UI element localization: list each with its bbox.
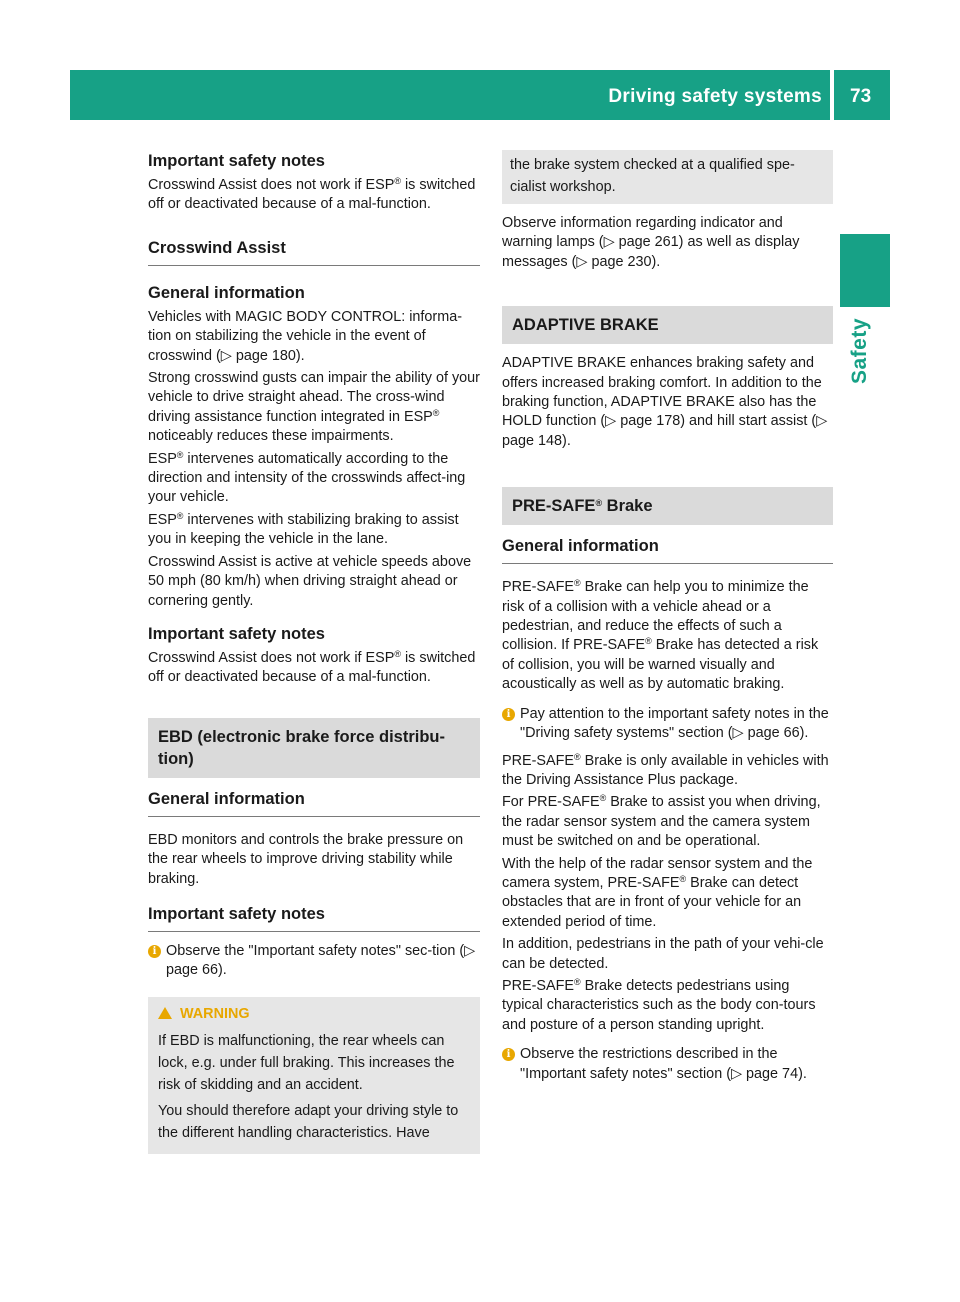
paragraph: Observe information regarding indicator and warning lamps (▷ page 261) as well as display messages (▷ page 230). <box>502 215 800 270</box>
warning-continuation-box <box>502 150 833 204</box>
paragraph: EBD monitors and controls the brake pressure on the rear wheels to improve driving stability while braking. <box>148 831 464 887</box>
warning-text: the brake system checked at a qualified spe-cialist workshop. <box>510 157 795 195</box>
paragraph: Vehicles with MAGIC BODY CONTROL: informa-tion on stabilizing the vehicle in the event of crosswind (▷ page 180). <box>148 308 463 364</box>
info-text: Observe the "Important safety notes" sec-tion (▷ page 66). <box>166 942 476 979</box>
left-column <box>148 150 480 1154</box>
section-heading: Crosswind Assist <box>148 237 480 266</box>
warning-text: If EBD is malfunctioning, the rear wheels can lock, e.g. under full braking. This increases the risk of skidding and an accident. <box>158 1033 455 1094</box>
info-text: Observe the restrictions described in the "Important safety notes" section (▷ page 74). <box>520 1046 807 1082</box>
side-tab-label: Safety <box>848 318 871 385</box>
page-number: 73 <box>850 86 872 107</box>
paragraph: Crosswind Assist does not work if ESP® is switched off or deactivated because of a mal-function. <box>148 648 476 686</box>
section-heading: Important safety notes <box>148 624 325 643</box>
paragraph: Strong crosswind gusts can impair the ability of your vehicle to drive straight ahead. The cross-wind driving assistance function integrated in ESP® noticeably reduces these impairments. <box>148 370 480 445</box>
section-heading: General information <box>502 535 833 564</box>
section-heading: General information <box>148 788 480 817</box>
info-note <box>148 942 480 981</box>
paragraph: ADAPTIVE BRAKE enhances braking safety and offers increased braking comfort. In addition to the braking function, ADAPTIVE BRAKE also has the HOLD function (▷ page 178) and hill start assist (▷ page 148). <box>502 355 828 449</box>
info-icon: i <box>148 945 161 958</box>
warning-title-text: WARNING <box>180 1005 250 1022</box>
info-icon: i <box>502 708 515 721</box>
warning-triangle-icon <box>158 1007 172 1019</box>
paragraph: For PRE-SAFE® Brake to assist you when driving, the radar sensor system and the camera system must be switched on and be operational. <box>502 793 821 850</box>
side-tab-block <box>840 234 890 307</box>
paragraph: With the help of the radar sensor system and the camera system, PRE-SAFE® Brake can detect obstacles that are in front of your vehicle for an extended period of time. <box>502 855 813 930</box>
header-bar <box>70 70 890 120</box>
paragraph: PRE-SAFE® Brake can help you to minimize the risk of a collision with a vehicle ahead or a pedestrian, and reduce the effects of such a collision. If PRE-SAFE® Brake has detected a risk of collision, you will be warned visually and acoustically as well as by automatic braking. <box>502 578 819 693</box>
section-heading: General information <box>148 283 305 302</box>
right-column <box>502 150 833 1087</box>
section-band-adaptive-brake: ADAPTIVE BRAKE <box>502 306 833 344</box>
paragraph: PRE-SAFE® Brake detects pedestrians using typical characteristics such as the body con-tours and posture of a person standing upright. <box>502 976 816 1033</box>
paragraph: Crosswind Assist does not work if ESP® is switched off or deactivated because of a mal-function. <box>148 176 476 213</box>
info-text: Pay attention to the important safety notes in the "Driving safety systems" section (▷ page 66). <box>520 705 829 742</box>
paragraph: ESP® intervenes automatically according to the direction and intensity of the crosswinds affect-ing your vehicle. <box>148 449 466 506</box>
warning-box <box>148 997 480 1154</box>
info-note <box>502 1045 833 1084</box>
section-heading: Important safety notes <box>148 903 480 932</box>
paragraph: Crosswind Assist is active at vehicle speeds above 50 mph (80 km/h) when driving straight ahead or cornering gently. <box>148 553 472 609</box>
section-band-pre-safe: PRE-SAFE® Brake <box>502 487 833 525</box>
page-header-title: Driving safety systems <box>608 86 822 107</box>
info-note <box>502 705 833 744</box>
warning-title <box>158 1005 472 1024</box>
header-separator <box>830 70 834 120</box>
paragraph: In addition, pedestrians in the path of your vehi-cle can be detected. <box>502 936 824 972</box>
section-heading: Important safety notes <box>148 152 325 170</box>
info-icon: i <box>502 1048 515 1061</box>
warning-text: You should therefore adapt your driving style to the different handling characteristics. Have <box>158 1103 459 1142</box>
paragraph: ESP® intervenes with stabilizing braking to assist you in keeping the vehicle in the lane. <box>148 510 459 548</box>
paragraph: PRE-SAFE® Brake is only available in vehicles with the Driving Assistance Plus package. <box>502 751 829 788</box>
section-band-ebd: EBD (electronic brake force distribu-tion) <box>148 718 480 778</box>
